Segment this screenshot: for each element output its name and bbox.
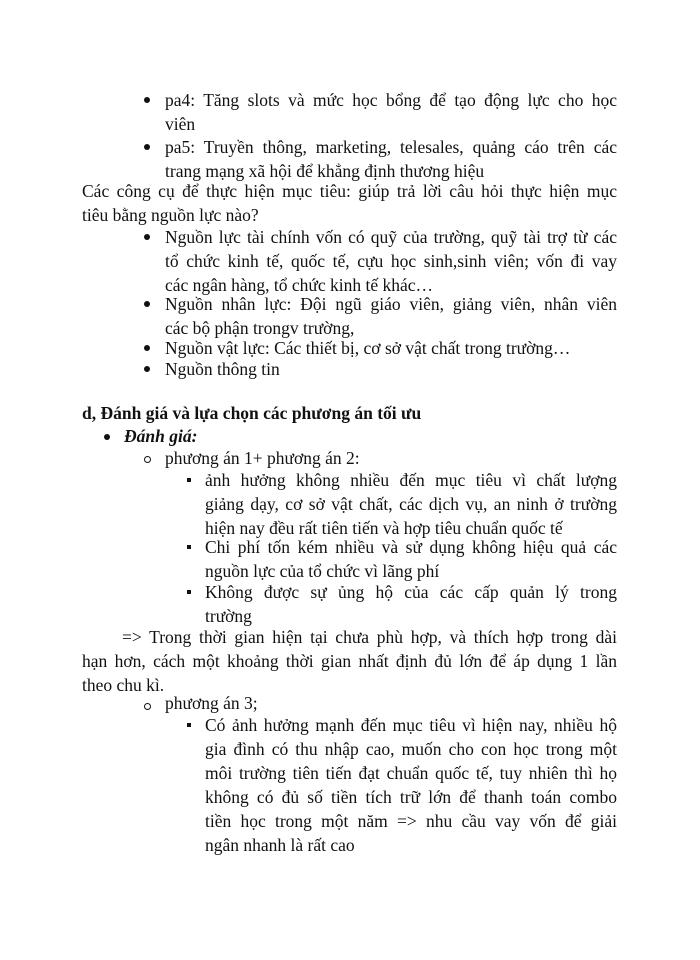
text-line: pa4: Tăng slots và mức học bổng để tạo động lực cho học <box>165 90 617 110</box>
tools-paragraph <box>82 179 617 227</box>
text-line: viên <box>165 114 196 134</box>
text-line: hạn hơn, cách một khoảng thời gian nhất định đủ lớn để áp dụng 1 lần <box>82 651 617 671</box>
text-line: tiêu bằng nguồn lực nào? <box>82 205 259 225</box>
text-line: Chi phí tốn kém nhiều và sử dụng không hiệu quả các <box>205 537 617 557</box>
option12-label: phương án 1+ phương án 2: <box>165 448 360 468</box>
text-line: môi trường tiên tiến đạt chuẩn quốc tế, tuy nhiên thì họ <box>205 763 617 783</box>
bullet-square-icon <box>187 590 191 594</box>
text-line: các bộ phận trongv trường, <box>165 318 355 338</box>
text-line: các ngân hàng, tổ chức kinh tế khác… <box>165 275 433 295</box>
bullet-dot-icon <box>144 366 150 372</box>
text-line: gia đình có thu nhập cao, muốn cho con học trong một <box>205 739 617 759</box>
bullet-circle-icon <box>144 456 151 463</box>
text-line: nguồn lực của tổ chức vì lãng phí <box>205 561 440 581</box>
bullet-dot-icon <box>104 434 109 440</box>
bullet-dot-icon <box>144 234 150 240</box>
bullet-square-icon <box>187 545 191 549</box>
bullet-dot-icon <box>144 345 150 351</box>
text-line: Các công cụ để thực hiện mục tiêu: giúp trả lời câu hỏi thực hiện mục <box>82 181 617 201</box>
bullet-circle-icon <box>144 703 151 710</box>
text-line: ảnh hưởng không nhiều đến mục tiêu vì chất lượng <box>205 470 617 490</box>
text-line: trang mạng xã hội để khẳng định thương hiệu <box>165 161 485 181</box>
text-line: Nguồn vật lực: Các thiết bị, cơ sở vật chất trong trường… <box>165 338 571 358</box>
text-line: Nguồn nhân lực: Đội ngũ giáo viên, giảng viên, nhân viên <box>165 294 617 314</box>
text-line: không có đủ số tiền tích trữ lớn để thanh toán combo <box>205 787 617 807</box>
text-line: Nguồn thông tin <box>165 359 280 379</box>
text-line: Nguồn lực tài chính vốn có quỹ của trường, quỹ tài trợ từ các <box>165 227 617 247</box>
bullet-square-icon <box>187 478 191 482</box>
text-line: => Trong thời gian hiện tại chưa phù hợp, và thích hợp trong dài <box>122 627 617 647</box>
text-line: Có ảnh hưởng mạnh đến mục tiêu vì hiện nay, nhiều hộ <box>205 715 617 735</box>
section-heading: d, Đánh giá và lựa chọn các phương án tối ưu <box>82 403 422 423</box>
text-line: theo chu kì. <box>82 675 165 695</box>
conclusion-paragraph <box>82 625 617 697</box>
eval-label: Đánh giá: <box>124 426 198 446</box>
bullet-dot-icon <box>144 144 150 150</box>
text-line: tiền học trong một năm => nhu cầu vay vốn để giải <box>205 811 617 831</box>
text-line: Không được sự ủng hộ của các cấp quản lý trong <box>205 582 617 602</box>
bullet-square-icon <box>187 723 191 727</box>
bullet-dot-icon <box>144 301 150 307</box>
text-line: tổ chức kinh tế, quốc tế, cựu học sinh,sinh viên; vốn đi vay <box>165 251 617 271</box>
text-line: ngân nhanh là rất cao <box>205 835 355 855</box>
bullet-dot-icon <box>144 97 150 103</box>
option3-label: phương án 3; <box>165 693 258 713</box>
text-line: giảng dạy, cơ sở vật chất, các dịch vụ, an ninh ở trường <box>205 494 617 514</box>
text-line: trường <box>205 606 252 626</box>
text-line: pa5: Truyền thông, marketing, telesales, quảng cáo trên các <box>165 137 617 157</box>
text-line: hiện nay đều rất tiên tiến và hợp tiêu chuẩn quốc tế <box>205 518 563 538</box>
